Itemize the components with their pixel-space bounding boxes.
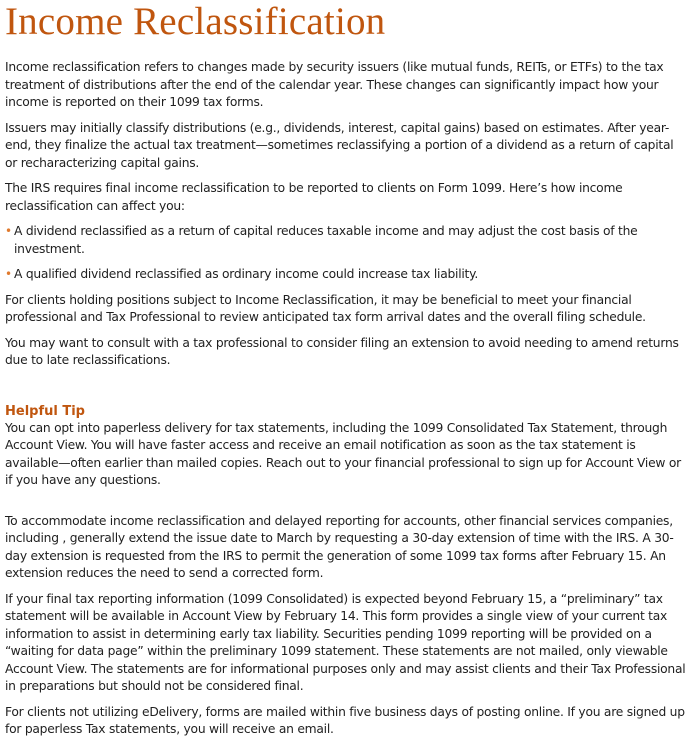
intro-paragraph-1: Income reclassification refers to changes made by security issuers (like mutual funds, REITs, or ETFs) to the tax treatment of distributions after the end of the calendar year. These changes can significantly impact how your income is reported on their 1099 tax forms. bbox=[5, 60, 664, 109]
helpful-tip-heading: Helpful Tip bbox=[5, 403, 85, 419]
helpful-tip-section bbox=[5, 404, 688, 490]
bullet-item bbox=[5, 266, 688, 284]
intro-paragraph-2: Issuers may initially classify distributions (e.g., dividends, interest, capital gains) based on estimates. After year-end, they finalize the actual tax treatment—sometimes reclassifying a portion of a dividend as a return of capital or recharacterizing capital gains. bbox=[5, 120, 674, 170]
advice-paragraph-1: For clients holding positions subject to Income Reclassification, it may be beneficial to meet your financial professional and Tax Professional to review anticipated tax form arrival dates and the overall filing schedule. bbox=[5, 292, 646, 324]
extension-paragraph: To accommodate income reclassification and delayed reporting for accounts, other financial services companies, including , generally extend the issue date to March by requesting a 30-day extension of time with the IRS. A 30-day extension is requested from the IRS to permit the generation of some 1099 tax forms after February 15. An extension reduces the need to send a corrected form. bbox=[5, 513, 674, 580]
edelivery-paragraph: For clients not utilizing eDelivery, forms are mailed within five business days of posting online. If you are signed up for paperless Tax statements, you will receive an email. bbox=[5, 704, 685, 736]
effects-bullet-list bbox=[5, 223, 688, 284]
bullet-dot-icon: • bbox=[5, 267, 12, 281]
bullet-dot-icon: • bbox=[5, 224, 12, 238]
bullet-item bbox=[5, 223, 688, 258]
advice-paragraph-2: You may want to consult with a tax professional to consider filing an extension to avoid needing to amend returns due to late reclassifications. bbox=[5, 335, 679, 367]
page-title: Income Reclassification bbox=[5, 0, 386, 43]
bullet-text: A qualified dividend reclassified as ordinary income could increase tax liability. bbox=[14, 267, 479, 281]
preliminary-statement-paragraph: If your final tax reporting information (1099 Consolidated) is expected beyond February 15, a “preliminary” tax statement will be available in Account View by February 14. This form provides a single view of your current tax information to assist in determining early tax liability. Securities pending 1099 reporting will be provided on a “waiting for data page” within the preliminary 1099 statement. These statements are not mailed, only viewable Account View. The statements are for informational purposes only and may assist clients and their Tax Professional in preparations but should not be considered final. bbox=[5, 591, 686, 693]
helpful-tip-body: You can opt into paperless delivery for tax statements, including the 1099 Consolidated Tax Statement, through Account View. You will have faster access and receive an email notification as soon as the tax statement is available—often earlier than mailed copies. Reach out to your financial professional to sign up for Account View or if you have any questions. bbox=[5, 420, 681, 487]
bullet-text: A dividend reclassified as a return of capital reduces taxable income and may adjust the cost basis of the investment. bbox=[14, 224, 638, 256]
intro-paragraph-3: The IRS requires final income reclassification to be reported to clients on Form 1099. Here’s how income reclassification can affect you: bbox=[5, 181, 623, 213]
